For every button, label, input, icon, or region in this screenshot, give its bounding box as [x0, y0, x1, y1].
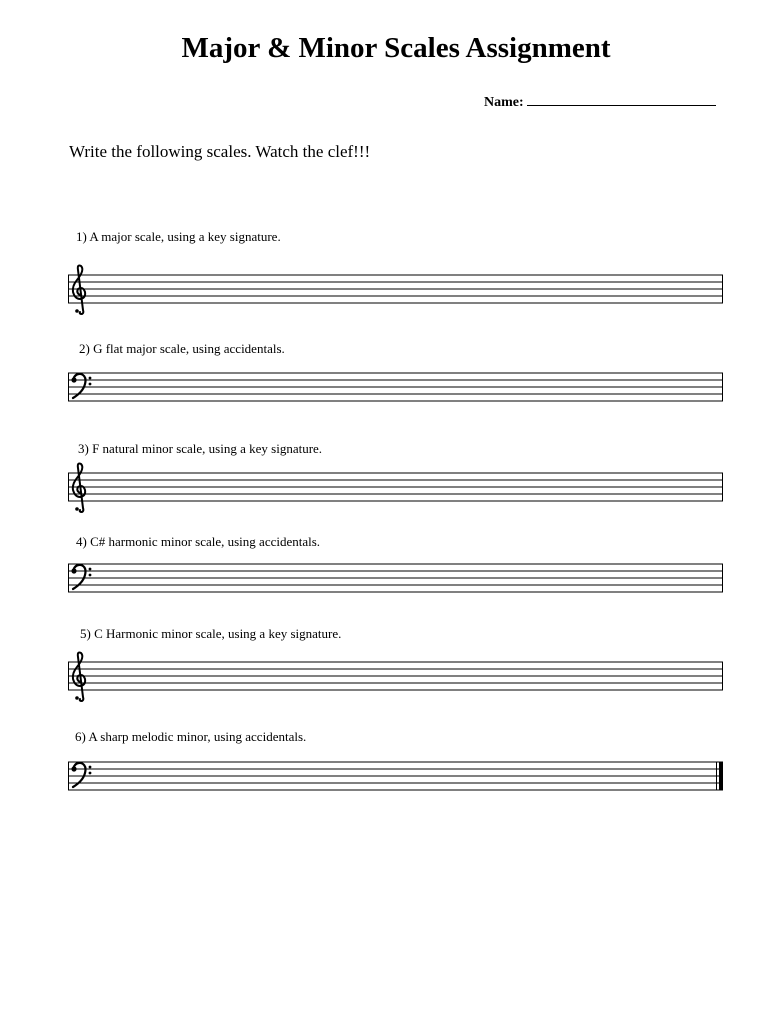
exercise-6-staff[interactable] — [68, 759, 724, 795]
exercise-1-staff[interactable] — [68, 264, 724, 316]
instructions: Write the following scales. Watch the clef!!! — [69, 142, 371, 161]
exercise-2-label: 2) G flat major scale, using accidentals. — [79, 341, 285, 356]
name-field[interactable] — [484, 93, 716, 111]
staff-lines — [68, 762, 723, 790]
name-label: Name: — [484, 95, 524, 110]
staff-lines — [68, 373, 723, 401]
staff-lines — [68, 275, 723, 303]
exercise-1-label: 1) A major scale, using a key signature. — [76, 229, 281, 244]
exercise-5-staff[interactable] — [68, 651, 724, 703]
exercise-6-label: 6) A sharp melodic minor, using accidentals. — [75, 729, 307, 744]
exercise-2-staff[interactable] — [68, 370, 724, 406]
exercise-4-label: 4) C# harmonic minor scale, using accidentals. — [76, 534, 321, 549]
staff-lines — [68, 564, 723, 592]
exercise-5-label: 5) C Harmonic minor scale, using a key signature. — [80, 626, 342, 641]
staff-lines — [68, 473, 723, 501]
exercise-4-staff[interactable] — [68, 561, 724, 597]
treble-clef-icon — [73, 653, 85, 702]
treble-clef-icon — [73, 464, 85, 513]
treble-clef-icon — [73, 266, 85, 315]
name-blank-line[interactable] — [527, 93, 716, 106]
exercise-3-staff[interactable] — [68, 462, 724, 514]
staff-lines — [68, 662, 723, 690]
page-title: Major & Minor Scales Assignment — [181, 32, 611, 64]
exercise-3-label: 3) F natural minor scale, using a key signature. — [78, 441, 323, 456]
